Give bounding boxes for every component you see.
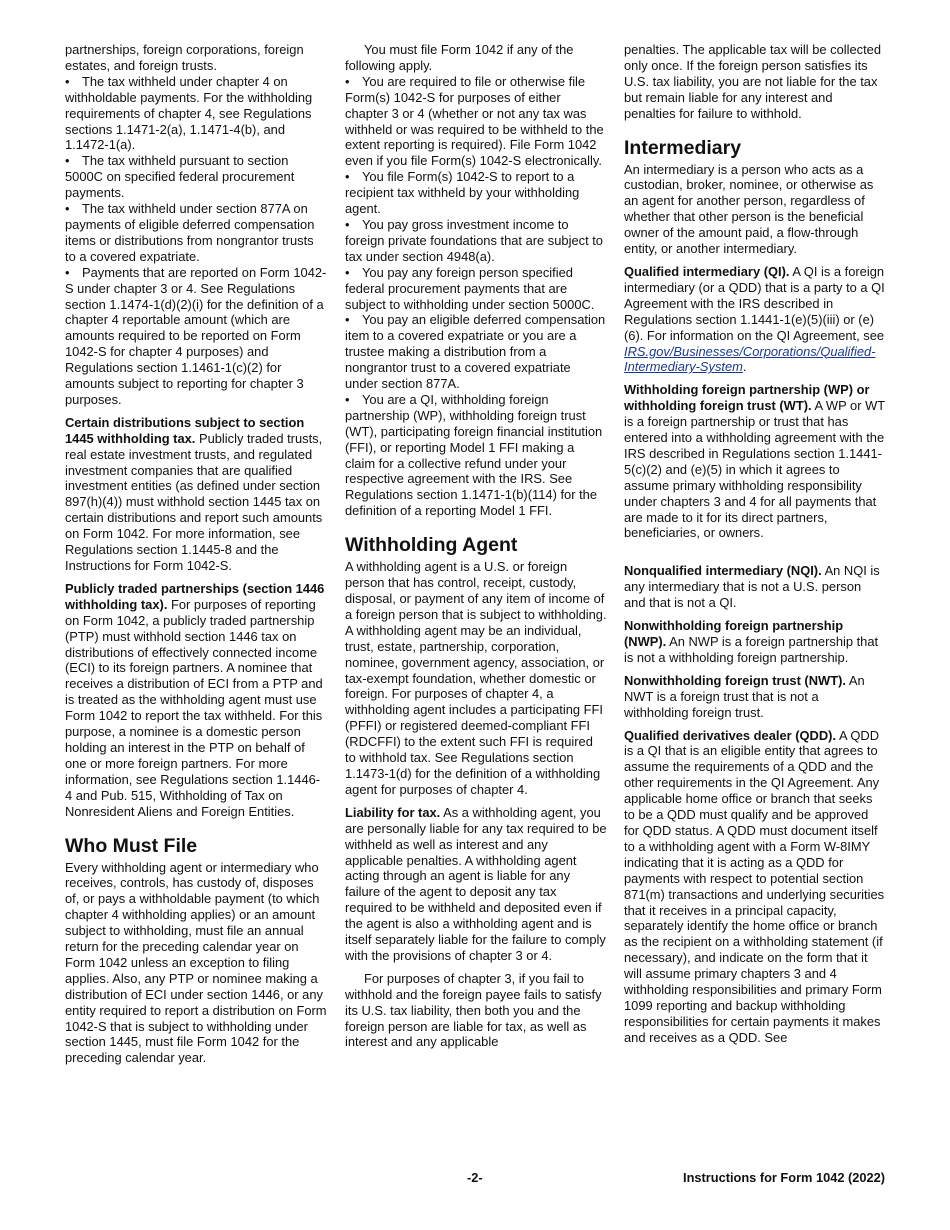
bullet-item: • The tax withheld pursuant to section 5000C on specified federal procurement payments. [65, 153, 295, 201]
run-in-heading: Withholding foreign partnership (WP) or withholding foreign trust (WT). [624, 382, 870, 414]
bullet-item: • You pay an eligible deferred compensation item to a covered expatriate or you are a trustee making a distribution from a nongrantor trust to a covered expatriate under section 877A. [345, 312, 606, 392]
bullet-icon: • [65, 73, 70, 89]
run-in-heading: Certain distributions subject to section 1445 withholding tax. [65, 414, 305, 446]
page-number: -2- [467, 1170, 483, 1185]
column-left [65, 42, 327, 1066]
intermediary-heading: Intermediary [624, 136, 742, 159]
page-footer [65, 1170, 885, 1188]
withholding-agent-heading: Withholding Agent [345, 534, 518, 557]
bullet-icon: • [345, 312, 350, 328]
run-in-heading: Liability for tax. [345, 804, 441, 820]
bullet-icon: • [345, 264, 350, 280]
paragraph: An intermediary is a person who acts as a custodian, broker, nominee, or otherwise as an agent for another person, regardless of whether that other person is the beneficial owner of the amount paid, a flow-through entity, or another intermediary. [624, 161, 874, 257]
bullet-icon: • [65, 201, 70, 217]
column-middle [345, 42, 607, 1050]
paragraph: partnerships, foreign corporations, foreign estates, and foreign trusts. [65, 42, 304, 73]
run-in-heading: Nonwithholding foreign partnership (NWP). [624, 618, 844, 649]
bullet-item: • The tax withheld under chapter 4 on withholdable payments. For the withholding requirements of chapter 4, see Regulations sections 1.1471-2(a), 1.1471-4(b), and 1.1472-1(a). [65, 73, 313, 153]
nwt-paragraph: Nonwithholding foreign trust (NWT). An NWT is a foreign trust that is not a withholding foreign trust. [624, 672, 865, 720]
bullet-item: • You are a QI, withholding foreign partnership (WP), withholding foreign trust (WT), participating foreign financial institution (FFI), or reporting Model 1 FFI making a claim for a collective refund under your respective agreement with the IRS. See Regulations section 1.1471-1(b)(114) for the definition of a reporting Model 1 FFI. [345, 391, 603, 519]
paragraph: Every withholding agent or intermediary who receives, controls, has custody of, disposes of, or pays a withholdable payment (to which chapter 4 withholding applies) or an amount subject to withholding, must file an annual return for the preceding calendar year on Form 1042 unless an exception to filing applies. Also, any PTP or nominee making a distribution of ECI under section 1446, or any entity required to report a distribution on Form 1042-S that is subject to withholding under section 1445, must file Form 1042 for the preceding calendar year. [65, 859, 327, 1066]
bullet-item: • You pay any foreign person specified federal procurement payments that are subject to withholding under section 5000C. [345, 264, 595, 312]
column-right [624, 42, 886, 1046]
qdd-paragraph: Qualified derivatives dealer (QDD). A QDD is a QI that is an eligible entity that agrees to assume the requirements of a QDD and the other requirements in the QI Agreement. Any applicable home office or branch that seeks to be a QDD must qualify and be approved for QDD status. A QDD must document itself to a withholding agent with a Form W-8IMY indicating that it is acting as a QDD for payments with respect to potential section 871(m) transactions and underlying securities that it receives in a principal capacity, separately identify the home office or branch as the recipient on a withholding statement (if necessary), and indicate on the form that it will assume primary chapters 3 and 4 withholding responsibilities and primary Form 1099 reporting and backup withholding responsibilities for certain payments it makes and receives as a QDD. See [624, 727, 885, 1045]
bullet-icon: • [65, 264, 70, 280]
bullet-icon: • [65, 153, 70, 169]
bullet-item: • The tax withheld under section 877A on payments of eligible deferred compensation items or distributions from nongrantor trusts to a covered expatriate. [65, 201, 315, 264]
liability-paragraph: Liability for tax. As a withholding agent, you are personally liable for any tax required to be withheld as well as interest and any applicable penalties. A withholding agent acting through an agent is liable for any failure of the agent to deposit any tax required to be withheld and deposited even if the agent is also a withholding agent and is itself separately liable for the failure to comply with the provisions of chapter 3 or 4. [345, 804, 607, 963]
nqi-paragraph: Nonqualified intermediary (NQI). An NQI is any intermediary that is not a U.S. person and that is not a QI. [624, 563, 880, 611]
bullet-icon: • [345, 169, 350, 185]
paragraph: A withholding agent is a U.S. or foreign person that has control, receipt, custody, disposal, or payment of any item of income of a foreign person that is subject to withholding. A withholding agent may be an individual, trust, estate, partnership, corporation, nominee, government agency, association, or tax-exempt foundation, whether domestic or foreign. For purposes of chapter 4, a withholding agent includes a participating FFI (PFFI) or registered deemed-compliant FFI (RDCFFI) to the extent such FFI is required to withhold tax. See Regulations section 1.1473-1(d) for the definition of a withholding agent for purposes of chapter 4. [345, 559, 607, 797]
paragraph: penalties. The applicable tax will be collected only once. If the foreign person satisfies its U.S. tax liability, you are not liable for the tax but remain liable for any interest and penalties for failure to withhold. [624, 42, 882, 121]
nwp-paragraph: Nonwithholding foreign partnership (NWP). An NWP is a foreign partnership that is not a withholding foreign partnership. [624, 618, 879, 665]
document-title: Instructions for Form 1042 (2022) [683, 1170, 885, 1185]
qi-system-link[interactable]: IRS.gov/Businesses/Corporations/Qualified-Intermediary-System [624, 343, 876, 375]
run-in-heading: Nonwithholding foreign trust (NWT). [624, 672, 846, 688]
bullet-icon: • [345, 216, 350, 232]
run-in-heading: Qualified derivatives dealer (QDD). [624, 727, 837, 743]
paragraph: For purposes of chapter 3, if you fail to withhold and the foreign payee fails to satisfy its U.S. tax liability, then both you and the foreign person are liable for tax, as well as interest and any applicable [345, 970, 602, 1050]
run-in-heading: Nonqualified intermediary (NQI). [624, 563, 822, 579]
run-in-heading: Qualified intermediary (QI). [624, 263, 790, 279]
bullet-item: • You file Form(s) 1042-S to report to a recipient tax withheld by your withholding agent. [345, 169, 580, 217]
run-in-heading: Publicly traded partnerships (section 1446 withholding tax). [65, 580, 325, 612]
bullet-item: • You are required to file or otherwise file Form(s) 1042-S for purposes of either chapter 3 or 4 (whether or not any tax was withheld or was required to be withheld to the extent reporting is required). File Form 1042 even if you file Form(s) 1042-S electronically. [345, 73, 604, 169]
qi-paragraph: Qualified intermediary (QI). A QI is a foreign intermediary (or a QDD) that is a party to a QI Agreement with the IRS described in Regulations section 1.1441-1(e)(5)(iii) or (e)(6). For information on the QI Agreement, see IRS.gov/Businesses/Corporations/Qualified-Intermediary-System. [624, 263, 885, 375]
wp-wt-paragraph: Withholding foreign partnership (WP) or withholding foreign trust (WT). A WP or WT is a foreign partnership or trust that has entered into a withholding agreement with the IRS described in Regulations section 1.1441-5(c)(2) and (e)(5) in which it agrees to assume primary withholding responsibility under chapters 3 and 4 for all payments that are made to it for its direct partners, beneficiaries, or owners. [624, 382, 885, 541]
paragraph: You must file Form 1042 if any of the following apply. [345, 42, 574, 73]
bullet-item: • Payments that are reported on Form 1042-S under chapter 3 or 4. See Regulations section 1.1474-1(d)(2)(i) for the definition of a chapter 4 reportable amount (which are amounts required to be reported on Form 1042-S for chapter 4 purposes) and Regulations section 1.1461-1(c)(2) for amounts subject to reporting for chapter 3 purposes. [65, 264, 327, 407]
ptp-paragraph: Publicly traded partnerships (section 1446 withholding tax). For purposes of reporting on Form 1042, a publicly traded partnership (PTP) must withhold section 1446 tax on distributions of effectively connected income (ECI) to its foreign partners. A nominee that receives a distribution of ECI from a PTP and is treated as the withholding agent must use Form 1042 to report the tax withheld. For this purpose, a nominee is a domestic person holding an interest in the PTP on behalf of one or more foreign partners. For more information, see Regulations section 1.1446-4 and Pub. 515, Withholding of Tax on Nonresident Aliens and Foreign Entities. [65, 580, 325, 819]
bullet-icon: • [345, 73, 350, 89]
bullet-icon: • [345, 391, 350, 407]
bullet-item: • You pay gross investment income to foreign private foundations that are subject to tax under section 4948(a). [345, 216, 603, 264]
who-must-file-heading: Who Must File [65, 834, 198, 857]
section-1445-paragraph: Certain distributions subject to section 1445 withholding tax. Publicly traded trusts, real estate investment trusts, and regulated investment companies that are qualified investment entities (as defined under section 897(h)(4)) must withhold section 1445 tax on certain distributions and report such amounts on Form 1042. For more information, see Regulations section 1.1445-8 and the Instructions for Form 1042-S. [65, 414, 323, 573]
